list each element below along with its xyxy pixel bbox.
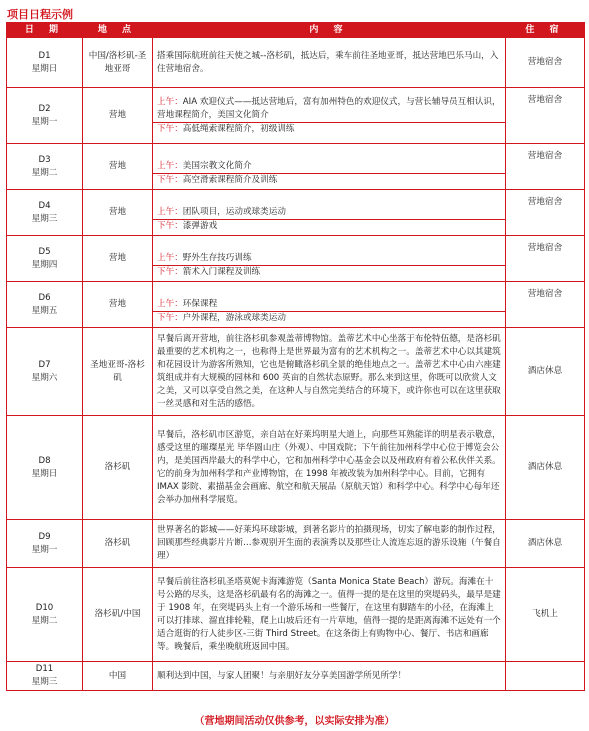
content-cell: 早餐后离开营地，前往洛杉矶参观盖蒂博物馆。盖蒂艺术中心坐落于布伦特伍德，是洛杉矶最重要的艺术机构之一，也称得上是世界最为富有的艺术机构之一。盖蒂艺术中心以其建筑和花园设计为游客所熟知，它也是俯瞰洛杉矶全景的绝佳地点之一。盖蒂艺术中心由六座建筑组成并有大规模的园林和 600 英亩的自然状态原野。那么来到这里，你既可以欣赏人文之美，又可以享受自然之美，在这种人与自然完美结合的环境下，或许你也可以在这里获取一丝灵感和对生活的感悟。 xyxy=(153,328,506,416)
table-header-row xyxy=(7,23,585,38)
am-label: 上午： xyxy=(157,253,183,263)
content-cell: 早餐后，洛杉矶市区游览，亲自站在好莱坞明星大道上，向那些耳熟能详的明星表示敬意，感受这里的璀璨星光 毕华圆山庄（外观）、中国戏院；下午前往加州科学中心位于博览会公内，是美国西岸最大的科学中心，它和加州科学中心基金会以及州政府有着公私伙伴关系。它的前身为加州科学和产业博物馆，在 1998 年被改装为加州科学中心。目前，它拥有 IMAX 影院、素描基金会画廊、航空和航天展品（原航天馆）和科学中心。科学中心每年还会举办加州科学展览。 xyxy=(153,416,506,520)
table-row xyxy=(7,662,585,691)
am-text: 环保课程 xyxy=(182,299,218,309)
day-cell: D6 星期五 xyxy=(7,282,83,328)
page-title: 项目日程示例 xyxy=(7,8,73,21)
place-cell: 圣地亚哥-洛杉矶 xyxy=(83,328,153,416)
content-cell xyxy=(153,282,506,328)
table-row xyxy=(7,520,585,568)
table-row xyxy=(7,282,585,328)
header-date: 日 期 xyxy=(7,23,83,38)
stay-cell: 营地宿舍 xyxy=(506,144,585,190)
stay-cell xyxy=(506,662,585,691)
place-cell: 营地 xyxy=(83,190,153,236)
content-cell xyxy=(153,190,506,236)
pm-label: 下午： xyxy=(157,221,183,231)
table-row xyxy=(7,568,585,662)
content-cell xyxy=(153,144,506,190)
place-cell: 洛杉矶/中国 xyxy=(83,568,153,662)
day-cell: D1 星期日 xyxy=(7,38,83,88)
day-cell: D2 星期一 xyxy=(7,88,83,144)
am-text: 野外生存技巧训练 xyxy=(182,253,252,263)
am-label: 上午： xyxy=(157,161,183,171)
table-row xyxy=(7,328,585,416)
am-text: AIA 欢迎仪式——抵达营地后，富有加州特色的欢迎仪式，与营长辅导员互相认识，营地课程简介，美国文化简介 xyxy=(157,96,501,120)
place-cell: 营地 xyxy=(83,282,153,328)
table-row xyxy=(7,190,585,236)
table-row xyxy=(7,144,585,190)
stay-cell: 酒店休息 xyxy=(506,520,585,568)
table-row xyxy=(7,416,585,520)
place-cell: 中国 xyxy=(83,662,153,691)
stay-cell: 营地宿舍 xyxy=(506,190,585,236)
header-content: 内 容 xyxy=(153,23,506,38)
stay-cell: 营地宿舍 xyxy=(506,282,585,328)
content-cell: 早餐后前往洛杉矶圣塔莫妮卡海滩游览（Santa Monica State Beach）游玩。海滩在十号公路的尽头，这是洛杉矶最有名的海滩之一。值得一提的是在这里的突堤码头，最早是建于 1908 年，在突堤码头上有一个游乐场和一些餐厅，在这里有脚踏车的小径，在海滩上可以打排球、溜直排轮鞋，爬上山坡后还有一片草地，值得一提的是距离海滩不远处有一个适合逛街的行人徒步区-三街 Third Street。在这条街上有购物中心、餐厅、书店和画廊等。晚餐后，乘坐晚航班返回中国。 xyxy=(153,568,506,662)
pm-text: 高低绳索课程简介，初级训练 xyxy=(182,123,295,134)
day-cell: D5 星期四 xyxy=(7,236,83,282)
pm-text: 户外课程，游泳或球类运动 xyxy=(182,313,286,323)
day-cell: D11 星期三 xyxy=(7,662,83,691)
content-cell: 搭乘国际航班前往天使之城--洛杉矶，抵达后，乘车前往圣地亚哥，抵达营地巴乐马山，入住营地宿舍。 xyxy=(153,38,506,88)
stay-cell: 飞机上 xyxy=(506,568,585,662)
place-cell: 营地 xyxy=(83,144,153,190)
day-cell: D7 星期六 xyxy=(7,328,83,416)
pm-label: 下午： xyxy=(157,123,183,134)
day-cell: D9 星期一 xyxy=(7,520,83,568)
am-text: 团队项目，运动或球类运动 xyxy=(182,207,286,217)
stay-cell: 营地宿舍 xyxy=(506,38,585,88)
header-place: 地 点 xyxy=(83,23,153,38)
pm-text: 漆弹游戏 xyxy=(182,221,218,231)
header-stay: 住 宿 xyxy=(506,23,585,38)
am-label: 上午： xyxy=(157,299,183,309)
pm-label: 下午： xyxy=(157,175,183,185)
day-cell: D3 星期二 xyxy=(7,144,83,190)
content-cell xyxy=(153,88,506,144)
table-row xyxy=(7,236,585,282)
footer-note: （营地期间活动仅供参考，以实际安排为准） xyxy=(194,716,395,727)
itinerary-table xyxy=(6,22,585,691)
am-label: 上午： xyxy=(157,207,183,217)
pm-label: 下午： xyxy=(157,313,183,323)
am-text: 美国宗教文化简介 xyxy=(182,161,252,171)
day-cell: D4 星期三 xyxy=(7,190,83,236)
content-cell: 顺利达到中国，与家人团聚！与亲朋好友分享美国游学所见所学！ xyxy=(153,662,506,691)
content-cell xyxy=(153,236,506,282)
place-cell: 营地 xyxy=(83,88,153,144)
day-cell: D10 星期二 xyxy=(7,568,83,662)
am-label: 上午： xyxy=(157,96,183,107)
pm-label: 下午： xyxy=(157,267,183,277)
stay-cell: 酒店休息 xyxy=(506,328,585,416)
place-cell: 中国/洛杉矶-圣地亚哥 xyxy=(83,38,153,88)
table-row xyxy=(7,38,585,88)
day-cell: D8 星期日 xyxy=(7,416,83,520)
content-cell: 世界著名的影城——好莱坞环球影城，到著名影片的拍摄现场，切实了解电影的制作过程，回顾那些经典影片片断…参观别开生面的表演秀以及那些让人流连忘返的游乐设施（午餐自理） xyxy=(153,520,506,568)
pm-text: 箭术入门课程及训练 xyxy=(182,267,261,277)
pm-text: 高空滑索课程简介及训练 xyxy=(182,175,278,185)
stay-cell: 营地宿舍 xyxy=(506,88,585,144)
place-cell: 洛杉矶 xyxy=(83,416,153,520)
place-cell: 洛杉矶 xyxy=(83,520,153,568)
place-cell: 营地 xyxy=(83,236,153,282)
table-row xyxy=(7,88,585,144)
stay-cell: 酒店休息 xyxy=(506,416,585,520)
stay-cell: 营地宿舍 xyxy=(506,236,585,282)
